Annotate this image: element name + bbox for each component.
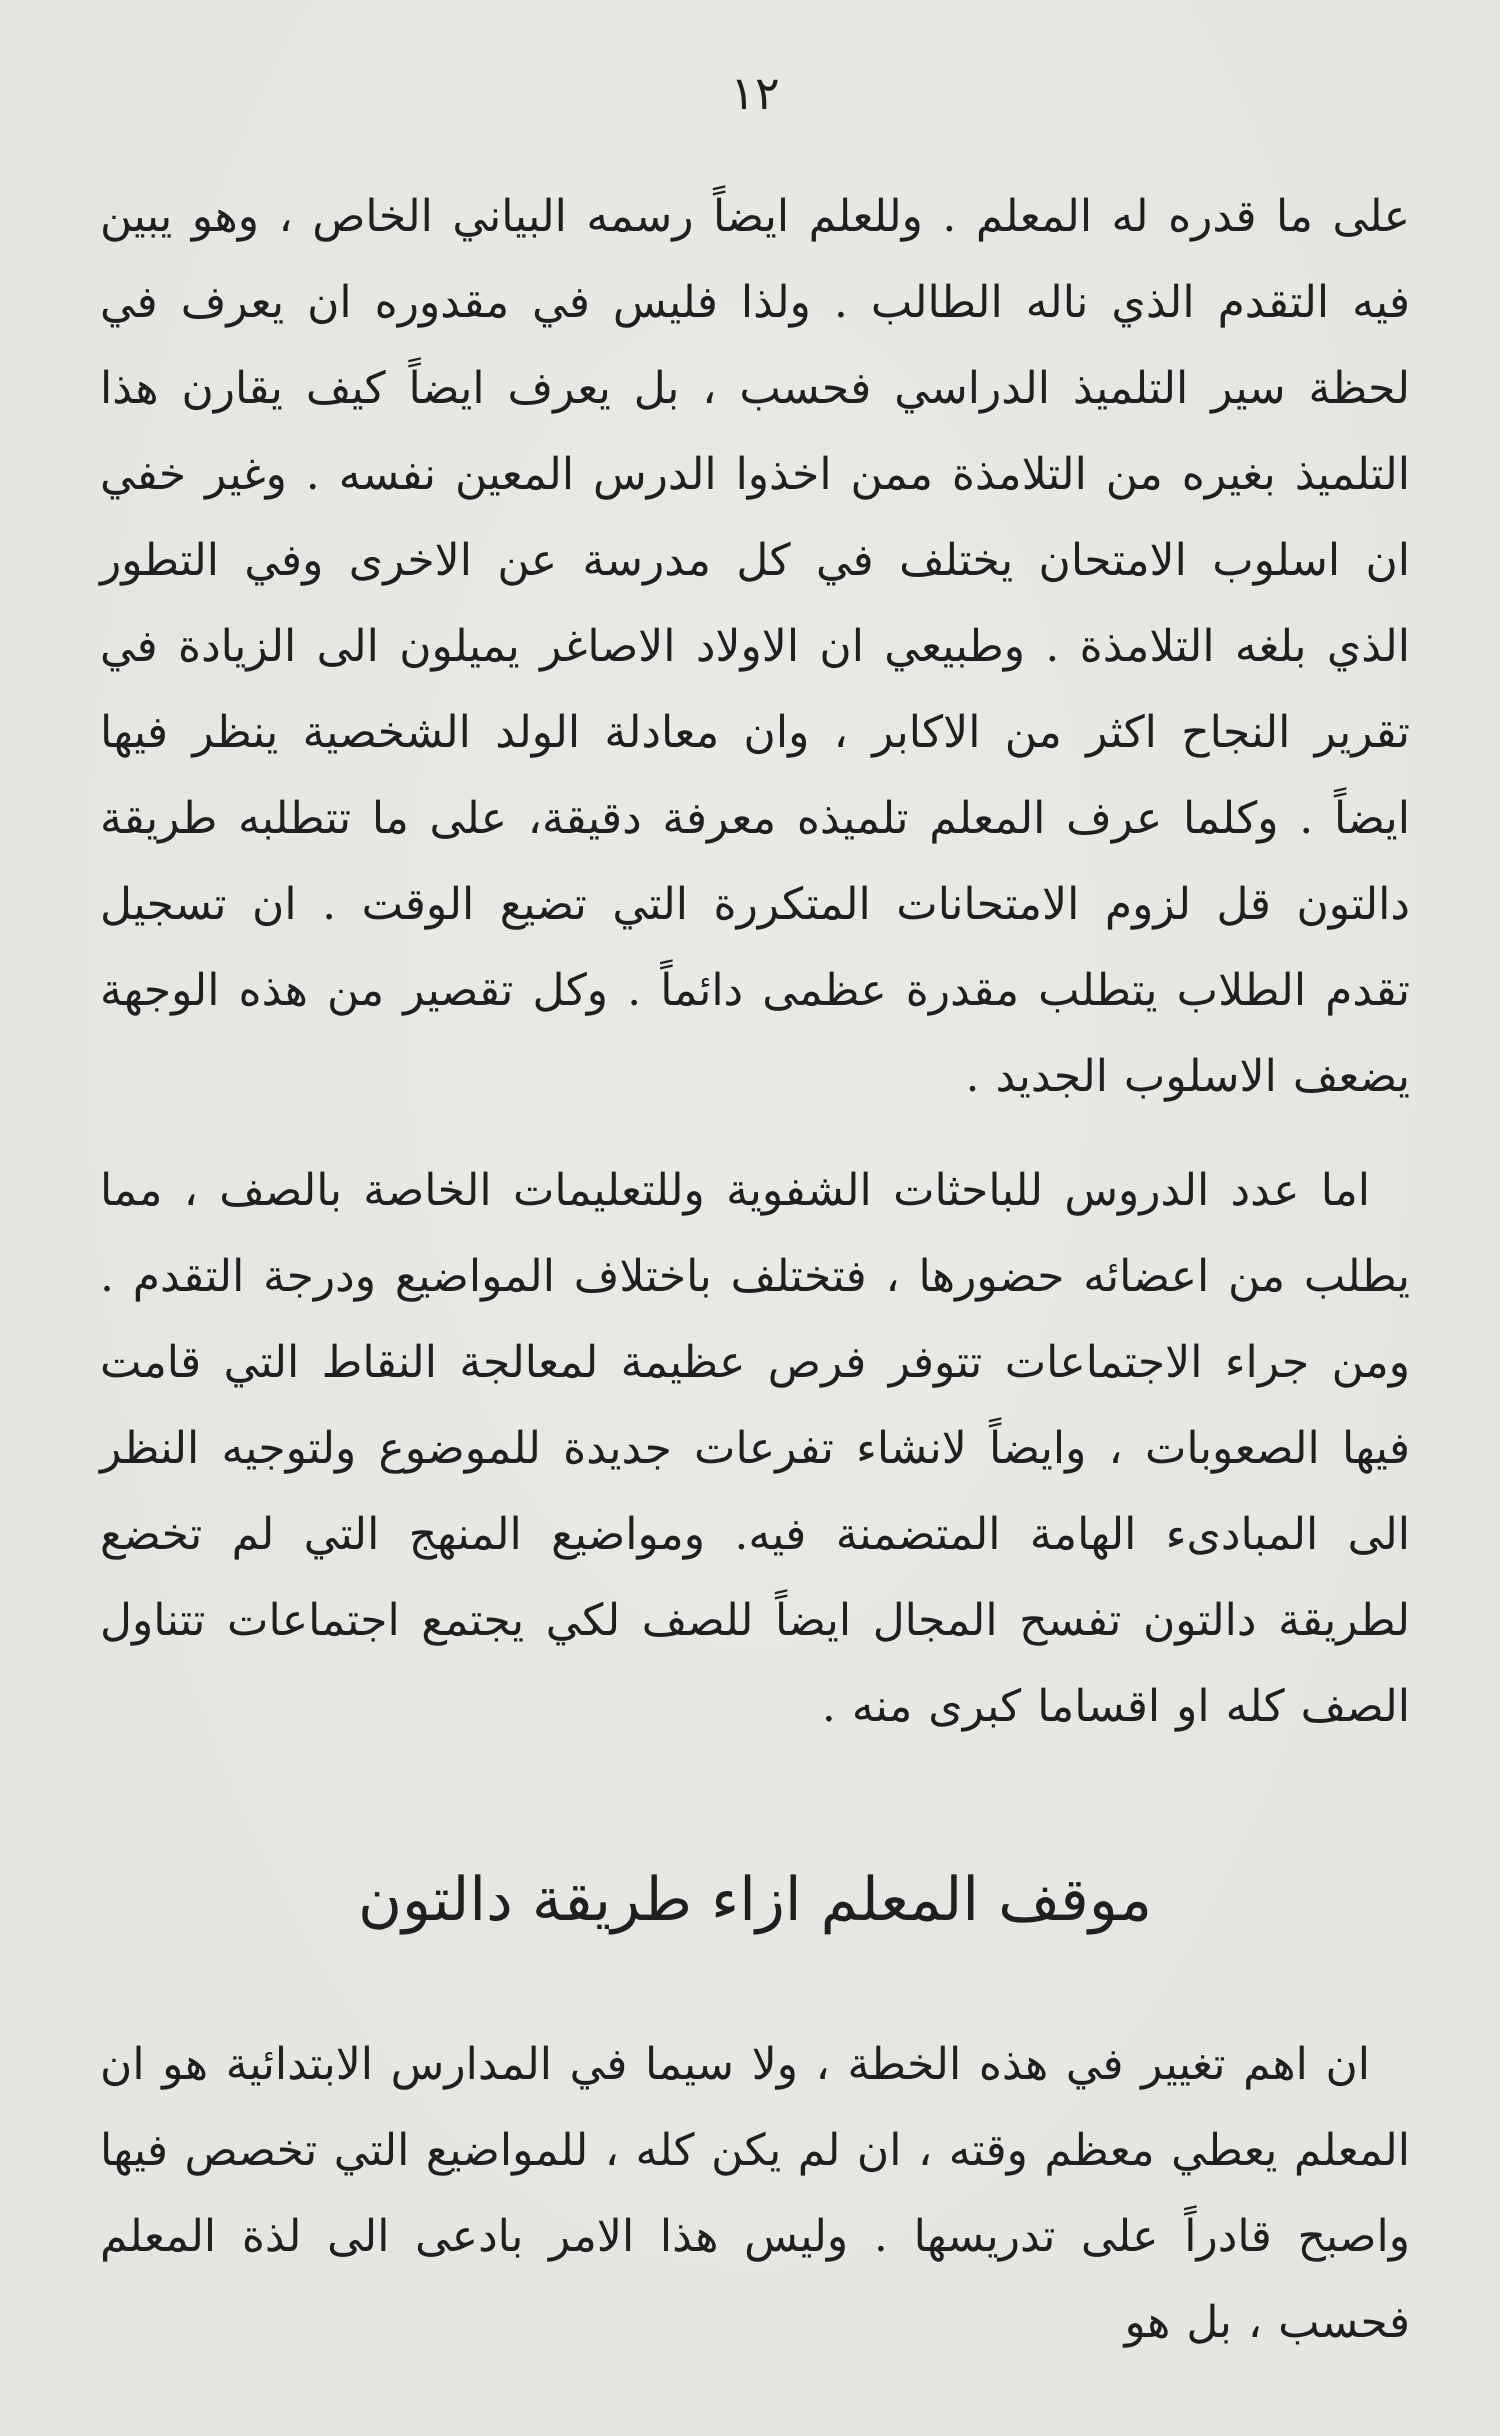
paragraph-2: اما عدد الدروس للباحثات الشفوية وللتعليمات الخاصة بالصف ، مما يطلب من اعضائه حضورها ، فتختلف باختلاف المواضيع ودرجة التقدم . ومن جراء الاجتماعات تتوفر فرص عظيمة لمعالجة النقاط التي قامت فيها الصعوبات ، وايضاً لانشاء تفرعات جديدة للموضوع ولتوجيه النظر الى المبادىء الهامة المتضمنة فيه. ومواضيع المنهج التي لم تخضع لطريقة دالتون تفسح المجال ايضاً للصف لكي يجتمع اجتماعات تتناول الصف كله او اقساما كبرى منه . [100,1165,1410,1732]
paragraph-gap [100,1120,1410,1148]
section-paragraph: ان اهم تغيير في هذه الخطة ، ولا سيما في المدارس الابتدائية هو ان المعلم يعطي معظم وقته ، ان لم يكن كله ، للمواضيع التي تخصص فيها واصبح قادراً على تدريسها . وليس هذا الامر بادعى الى لذة المعلم فحسب ، بل هو [100,2039,1410,2348]
paragraph-1: على ما قدره له المعلم . وللعلم ايضاً رسمه البياني الخاص ، وهو يبين فيه التقدم الذي ناله الطالب . ولذا فليس في مقدوره ان يعرف في لحظة سير التلميذ الدراسي فحسب ، بل يعرف ايضاً كيف يقارن هذا التلميذ بغيره من التلامذة ممن اخذوا الدرس المعين نفسه . وغير خفي ان اسلوب الامتحان يختلف في كل مدرسة عن الاخرى وفي التطور الذي بلغه التلامذة . وطبيعي ان الاولاد الاصاغر يميلون الى الزيادة في تقرير النجاح اكثر من الاكابر ، وان معادلة الولد الشخصية ينظر فيها ايضاً . وكلما عرف المعلم تلميذه معرفة دقيقة، على ما تتطلبه طريقة دالتون قل لزوم الامتحانات المتكررة التي تضيع الوقت . ان تسجيل تقدم الطلاب يتطلب مقدرة عظمى دائماً . وكل تقصير من هذه الوجهة يضعف الاسلوب الجديد . [100,191,1410,1102]
page-number: ١٢ [730,66,780,120]
section-heading: موقف المعلم ازاء طريقة دالتون [357,1865,1153,1935]
